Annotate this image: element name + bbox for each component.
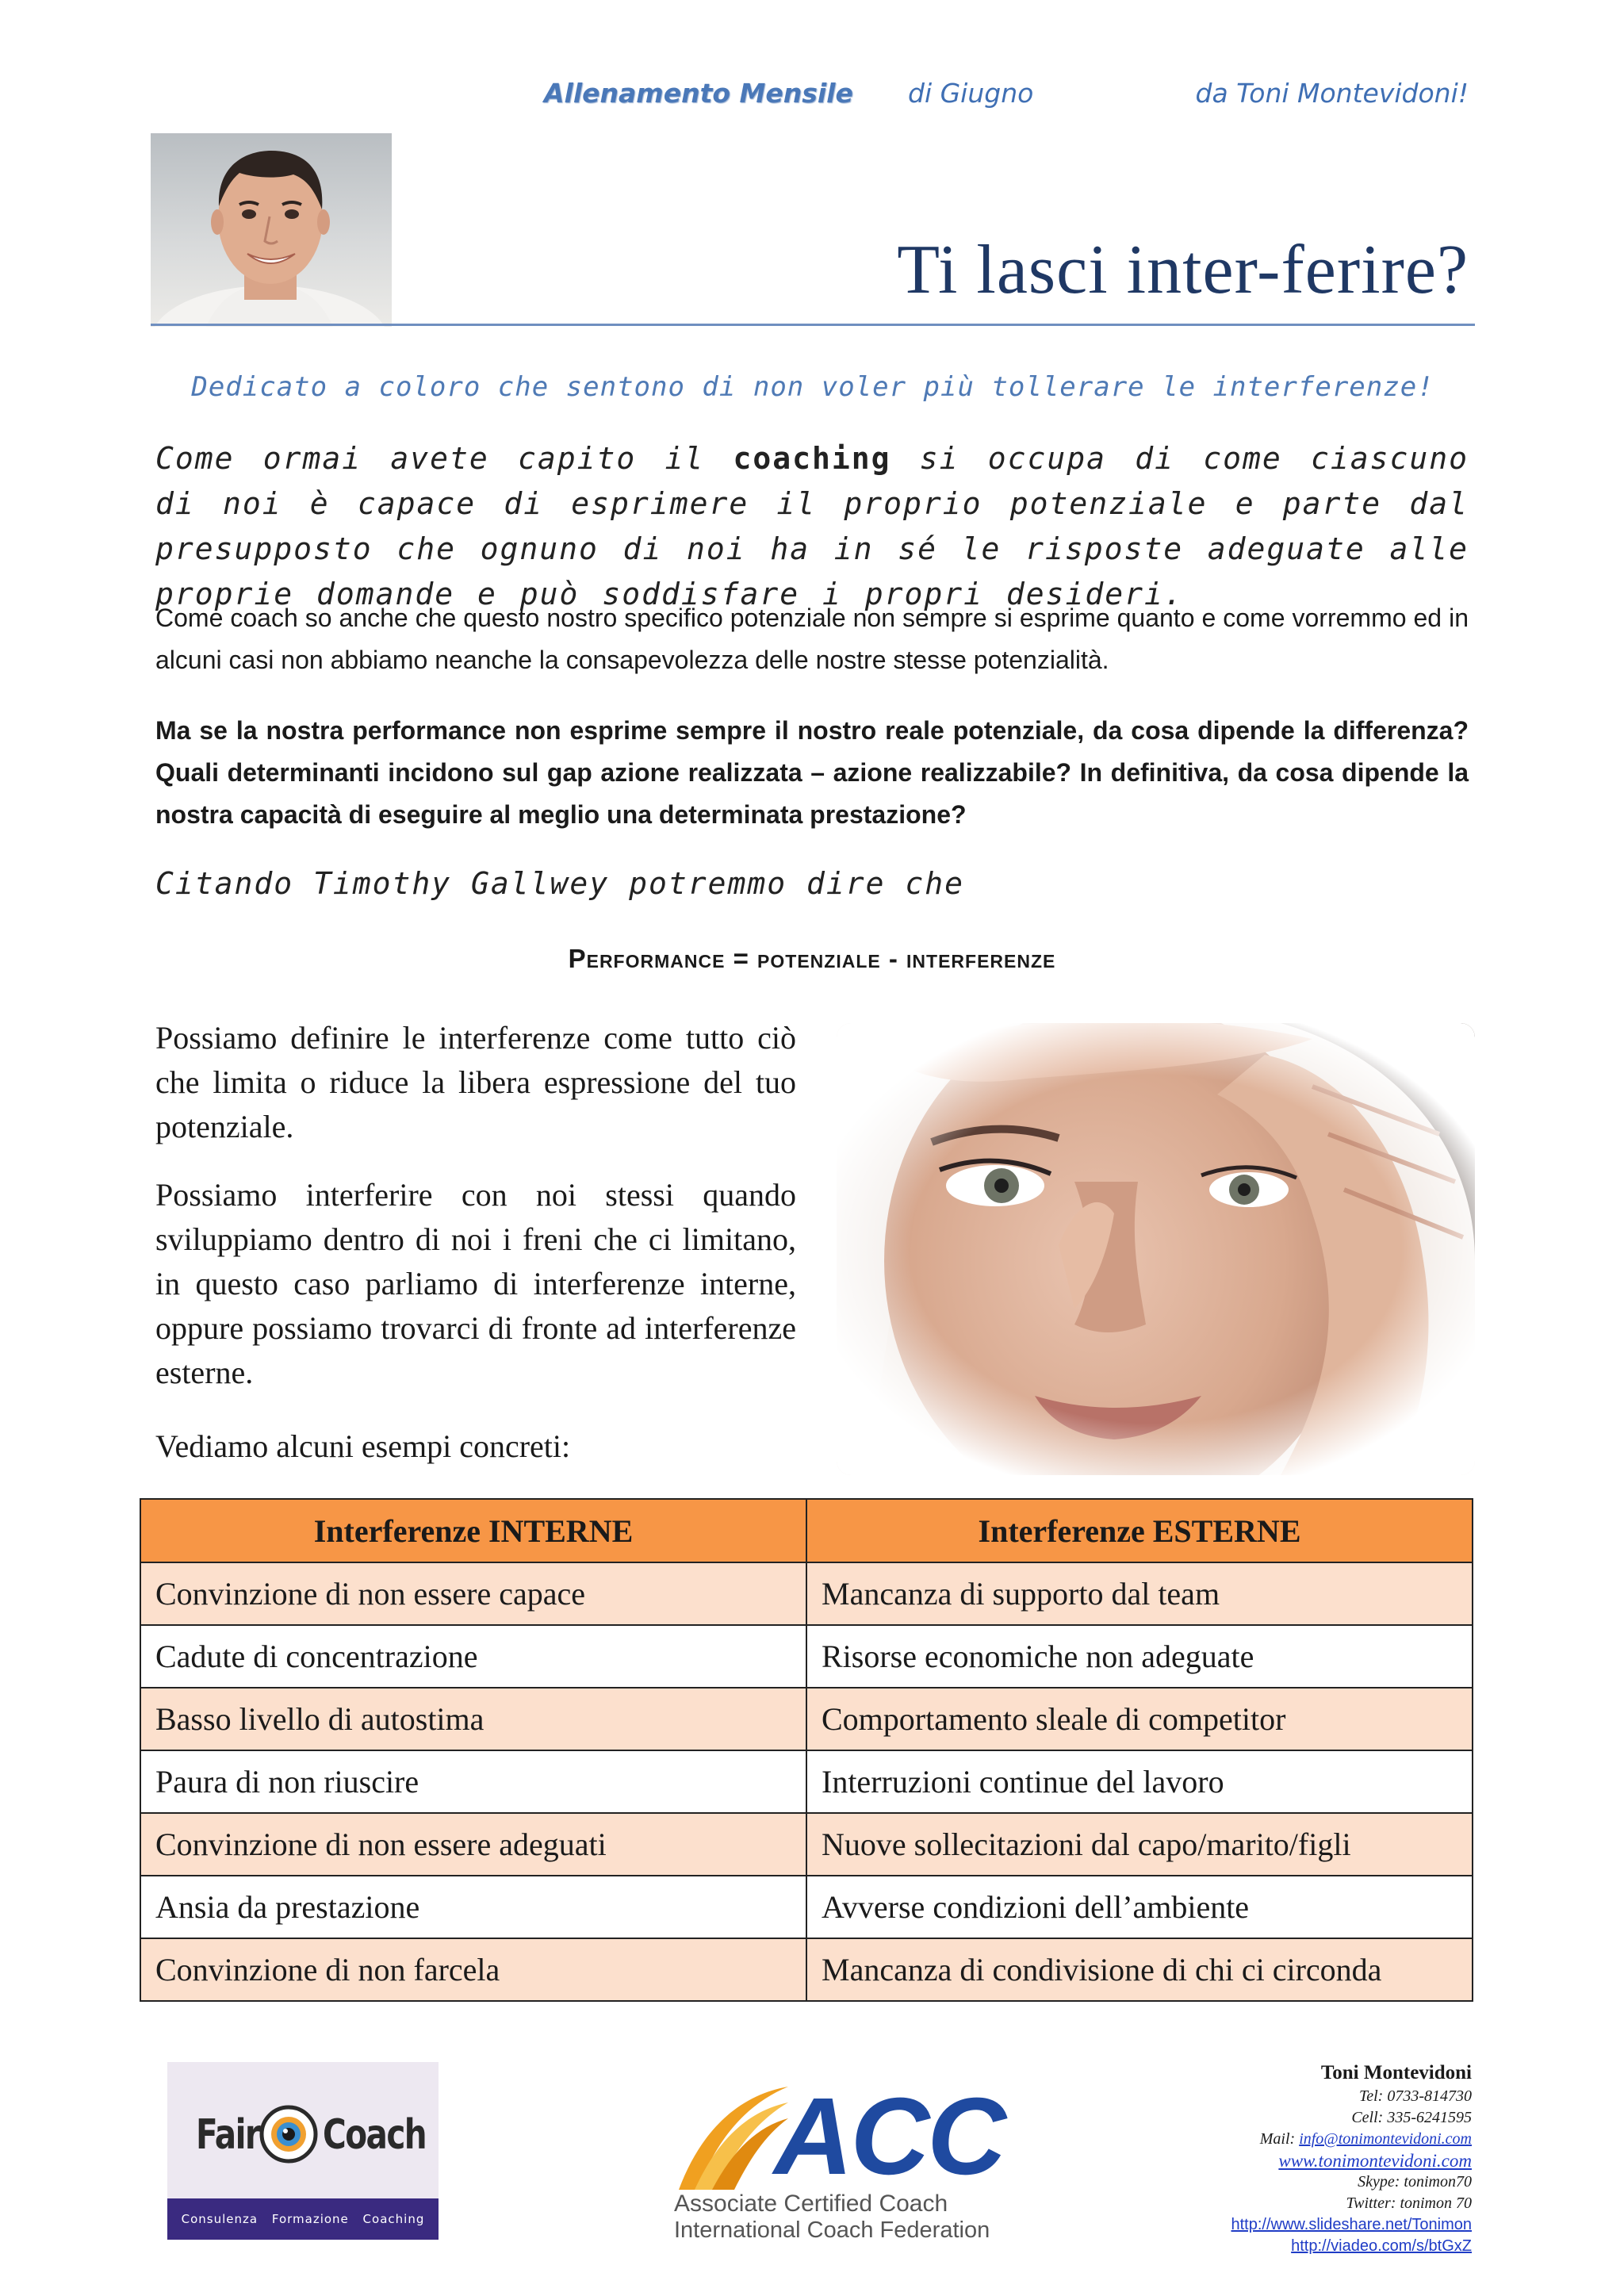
dedication-subtitle: Dedicato a coloro che sentono di non voler più tollerare le interferenze! — [191, 371, 1434, 403]
column-header-external: Interferenze ESTERNE — [806, 1499, 1473, 1562]
table-cell-internal: Convinzione di non essere capace — [140, 1562, 806, 1625]
performance-formula: Performance = potenziale - interferenze — [568, 944, 1056, 973]
contact-skype: Skype: tonimon70 — [1358, 2173, 1472, 2191]
table-cell-internal: Basso livello di autostima — [140, 1688, 806, 1750]
contact-slideshare-link[interactable]: http://www.slideshare.net/Tonimon — [1231, 2216, 1472, 2233]
contact-mail-link[interactable]: info@tonimontevidoni.com — [1299, 2130, 1472, 2148]
table-cell-internal: Paura di non riuscire — [140, 1750, 806, 1813]
table-cell-external: Comportamento sleale di competitor — [806, 1688, 1473, 1750]
acc-logo — [671, 2074, 1004, 2243]
intro-bold-coaching: coaching — [733, 441, 891, 476]
table-cell-internal: Cadute di concentrazione — [140, 1625, 806, 1688]
contact-twitter: Twitter: tonimon 70 — [1346, 2194, 1472, 2212]
intro-paragraph — [155, 436, 1469, 617]
table-row — [140, 1938, 1473, 2001]
acc-line-1: Associate Certified Coach — [674, 2191, 948, 2217]
table-cell-external: Avverse condizioni dell’ambiente — [806, 1876, 1473, 1938]
intro-text-after: si occupa di come ciascuno di noi è capace di esprimere il proprio potenziale e parte dal presupposto che ognuno di noi ha in sé le risposte adeguate alle proprie domande e può soddisfare i propri desideri. — [155, 441, 1469, 611]
contact-website-link[interactable]: www.tonimontevidoni.com — [1278, 2151, 1472, 2171]
question-paragraph: Ma se la nostra performance non esprime sempre il nostro reale potenziale, da cosa dipende la differenza? Quali determinanti incidono sul gap azione realizzata – azione realizzabile? In definitiva, da cosa dipende la nostra capacità di eseguire al meglio una determinata prestazione? — [155, 716, 1469, 829]
table-cell-external: Nuove sollecitazioni dal capo/marito/figli — [806, 1813, 1473, 1876]
contact-mail-label: Mail: — [1259, 2130, 1300, 2148]
header-series: Allenamento Mensile — [544, 78, 853, 109]
coach-paragraph: Come coach so anche che questo nostro specifico potenziale non sempre si esprime quanto e come vorremmo ed in alcuni casi non abbiamo neanche la consapevolezza delle nostre stesse potenzialità. — [155, 604, 1469, 674]
table-row — [140, 1562, 1473, 1625]
table-cell-internal: Convinzione di non farcela — [140, 1938, 806, 2001]
author-portrait — [151, 133, 392, 327]
fair-coach-tagline: Consulenza Formazione Coaching — [167, 2198, 439, 2240]
page-title: Ti lasci inter-ferire? — [897, 232, 1469, 309]
header-month: di Giugno — [908, 78, 1034, 109]
stressed-woman-photo — [837, 1023, 1475, 1475]
fair-coach-word-coach: Coach — [323, 2111, 427, 2159]
table-row — [140, 1750, 1473, 1813]
table-row — [140, 1688, 1473, 1750]
examples-intro: Vediamo alcuni esempi concreti: — [155, 1428, 571, 1464]
table-row — [140, 1876, 1473, 1938]
contact-tel: Tel: 0733-814730 — [1358, 2087, 1472, 2105]
interference-paragraph: Possiamo interferire con noi stessi quando sviluppiamo dentro di noi i freni che ci limitano, in questo caso parliamo di interferenze interne, oppure possiamo trovarci di fronte ad interferenze esterne. — [155, 1177, 796, 1390]
citation-line: Citando Timothy Gallwey potremmo dire che — [155, 866, 964, 901]
table-row — [140, 1625, 1473, 1688]
table-cell-external: Mancanza di condivisione di chi ci circonda — [806, 1938, 1473, 2001]
intro-text-before: Come ormai avete capito il — [155, 441, 733, 476]
eye-icon — [259, 2105, 318, 2164]
table-cell-external: Risorse economiche non adeguate — [806, 1625, 1473, 1688]
definition-paragraph: Possiamo definire le interferenze come tutto ciò che limita o riduce la libera espressione del tuo potenziale. — [155, 1020, 796, 1144]
acc-swoosh-icon — [671, 2079, 790, 2198]
table-cell-internal: Convinzione di non essere adeguati — [140, 1813, 806, 1876]
acc-line-2: International Coach Federation — [674, 2217, 990, 2243]
contact-mail-row — [1231, 2129, 1473, 2150]
interference-table — [140, 1498, 1473, 2002]
column-header-internal: Interferenze INTERNE — [140, 1499, 806, 1562]
table-row — [140, 1813, 1473, 1876]
contact-name: Toni Montevidoni — [1320, 2062, 1472, 2083]
contact-block — [1231, 2060, 1473, 2257]
header-author: da Toni Montevidoni! — [1195, 78, 1469, 109]
table-header-row — [140, 1499, 1473, 1562]
table-cell-external: Mancanza di supporto dal team — [806, 1562, 1473, 1625]
table-cell-external: Interruzioni continue del lavoro — [806, 1750, 1473, 1813]
contact-viadeo-link[interactable]: http://viadeo.com/s/btGxZ — [1291, 2237, 1472, 2255]
contact-cell: Cell: 335-6241595 — [1351, 2109, 1472, 2126]
fair-coach-word-fair: Fair — [196, 2111, 260, 2159]
title-rule — [151, 324, 1475, 326]
header-line — [0, 78, 1624, 117]
acc-wordmark: ACC — [774, 2076, 1004, 2198]
table-cell-internal: Ansia da prestazione — [140, 1876, 806, 1938]
fair-coach-logo — [167, 2062, 439, 2240]
